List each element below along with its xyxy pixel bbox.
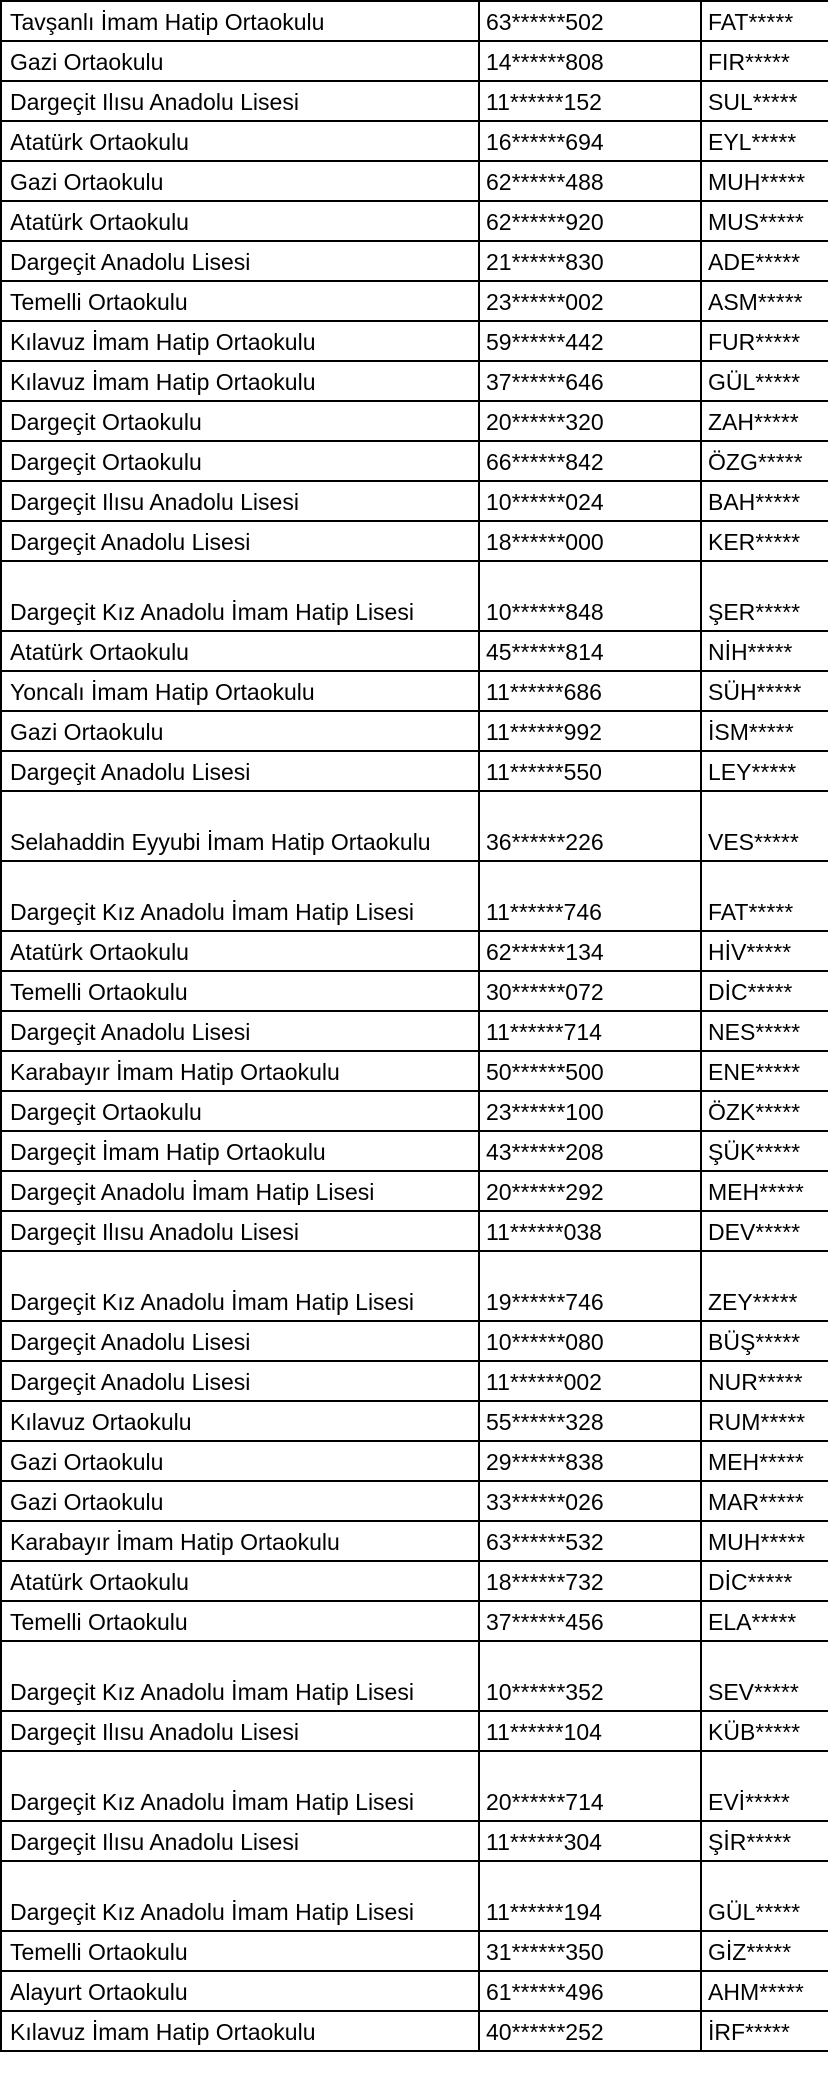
table-row <box>1 41 828 81</box>
school-cell: Dargeçit Ilısu Anadolu Lisesi <box>1 1211 479 1251</box>
name-cell: DİC***** <box>701 971 828 1011</box>
name-cell: FAT***** <box>701 1 828 41</box>
name-cell: ZEY***** <box>701 1251 828 1321</box>
school-cell: Dargeçit Anadolu İmam Hatip Lisesi <box>1 1171 479 1211</box>
id-number-cell: 11******714 <box>479 1011 701 1051</box>
name-cell: ÖZK***** <box>701 1091 828 1131</box>
table-row <box>1 121 828 161</box>
id-number-cell: 30******072 <box>479 971 701 1011</box>
table-row <box>1 1401 828 1441</box>
name-cell: MUH***** <box>701 161 828 201</box>
table-row <box>1 1971 828 2011</box>
school-cell: Dargeçit Ortaokulu <box>1 1091 479 1131</box>
table-row <box>1 521 828 561</box>
school-cell: Tavşanlı İmam Hatip Ortaokulu <box>1 1 479 41</box>
table-row <box>1 1521 828 1561</box>
table-row <box>1 281 828 321</box>
id-number-cell: 16******694 <box>479 121 701 161</box>
id-number-cell: 14******808 <box>479 41 701 81</box>
id-number-cell: 36******226 <box>479 791 701 861</box>
id-number-cell: 55******328 <box>479 1401 701 1441</box>
name-cell: DİC***** <box>701 1561 828 1601</box>
table-row <box>1 631 828 671</box>
id-number-cell: 11******104 <box>479 1711 701 1751</box>
school-cell: Dargeçit Kız Anadolu İmam Hatip Lisesi <box>1 1751 479 1821</box>
table-row <box>1 751 828 791</box>
name-cell: ŞÜK***** <box>701 1131 828 1171</box>
school-cell: Dargeçit Kız Anadolu İmam Hatip Lisesi <box>1 861 479 931</box>
name-cell: AHM***** <box>701 1971 828 2011</box>
name-cell: SUL***** <box>701 81 828 121</box>
name-cell: MAR***** <box>701 1481 828 1521</box>
school-cell: Kılavuz İmam Hatip Ortaokulu <box>1 361 479 401</box>
school-cell: Dargeçit Ortaokulu <box>1 401 479 441</box>
name-cell: KÜB***** <box>701 1711 828 1751</box>
table-row <box>1 711 828 751</box>
table-row <box>1 931 828 971</box>
id-number-cell: 11******550 <box>479 751 701 791</box>
name-cell: EVİ***** <box>701 1751 828 1821</box>
table-row <box>1 2011 828 2051</box>
name-cell: MEH***** <box>701 1441 828 1481</box>
table-row <box>1 1601 828 1641</box>
school-cell: Dargeçit Anadolu Lisesi <box>1 1011 479 1051</box>
table-row <box>1 321 828 361</box>
id-number-cell: 10******352 <box>479 1641 701 1711</box>
name-cell: MUS***** <box>701 201 828 241</box>
id-number-cell: 18******000 <box>479 521 701 561</box>
school-cell: Dargeçit Kız Anadolu İmam Hatip Lisesi <box>1 561 479 631</box>
id-number-cell: 20******714 <box>479 1751 701 1821</box>
id-number-cell: 63******532 <box>479 1521 701 1561</box>
table-row <box>1 671 828 711</box>
name-cell: VES***** <box>701 791 828 861</box>
table-row <box>1 1091 828 1131</box>
table-row <box>1 1251 828 1321</box>
table-row <box>1 1931 828 1971</box>
name-cell: LEY***** <box>701 751 828 791</box>
table-row <box>1 1321 828 1361</box>
id-number-cell: 11******194 <box>479 1861 701 1931</box>
table-row <box>1 1051 828 1091</box>
school-cell: Kılavuz İmam Hatip Ortaokulu <box>1 2011 479 2051</box>
id-number-cell: 20******320 <box>479 401 701 441</box>
name-cell: FAT***** <box>701 861 828 931</box>
id-number-cell: 20******292 <box>479 1171 701 1211</box>
table-row <box>1 1211 828 1251</box>
school-cell: Temelli Ortaokulu <box>1 1931 479 1971</box>
school-cell: Dargeçit Anadolu Lisesi <box>1 751 479 791</box>
school-cell: Atatürk Ortaokulu <box>1 1561 479 1601</box>
table-row <box>1 1751 828 1821</box>
name-cell: FUR***** <box>701 321 828 361</box>
id-number-cell: 62******134 <box>479 931 701 971</box>
school-cell: Selahaddin Eyyubi İmam Hatip Ortaokulu <box>1 791 479 861</box>
school-cell: Karabayır İmam Hatip Ortaokulu <box>1 1521 479 1561</box>
school-cell: Yoncalı İmam Hatip Ortaokulu <box>1 671 479 711</box>
school-cell: Gazi Ortaokulu <box>1 711 479 751</box>
id-number-cell: 23******002 <box>479 281 701 321</box>
id-number-cell: 62******488 <box>479 161 701 201</box>
name-cell: NES***** <box>701 1011 828 1051</box>
name-cell: ZAH***** <box>701 401 828 441</box>
table-row <box>1 441 828 481</box>
id-number-cell: 11******152 <box>479 81 701 121</box>
school-cell: Kılavuz Ortaokulu <box>1 1401 479 1441</box>
name-cell: ENE***** <box>701 1051 828 1091</box>
table-row <box>1 1171 828 1211</box>
id-number-cell: 31******350 <box>479 1931 701 1971</box>
name-cell: GİZ***** <box>701 1931 828 1971</box>
school-cell: Dargeçit Kız Anadolu İmam Hatip Lisesi <box>1 1861 479 1931</box>
school-cell: Temelli Ortaokulu <box>1 971 479 1011</box>
school-cell: Atatürk Ortaokulu <box>1 201 479 241</box>
table-row <box>1 81 828 121</box>
id-number-cell: 11******038 <box>479 1211 701 1251</box>
id-number-cell: 29******838 <box>479 1441 701 1481</box>
id-number-cell: 40******252 <box>479 2011 701 2051</box>
table-row <box>1 241 828 281</box>
name-cell: SEV***** <box>701 1641 828 1711</box>
table-body <box>1 1 828 2051</box>
table-row <box>1 1821 828 1861</box>
name-cell: ELA***** <box>701 1601 828 1641</box>
table-row <box>1 361 828 401</box>
table-row <box>1 1361 828 1401</box>
id-number-cell: 11******002 <box>479 1361 701 1401</box>
table-row <box>1 161 828 201</box>
id-number-cell: 23******100 <box>479 1091 701 1131</box>
school-cell: Dargeçit Kız Anadolu İmam Hatip Lisesi <box>1 1641 479 1711</box>
name-cell: EYL***** <box>701 121 828 161</box>
name-cell: NUR***** <box>701 1361 828 1401</box>
name-cell: DEV***** <box>701 1211 828 1251</box>
id-number-cell: 50******500 <box>479 1051 701 1091</box>
id-number-cell: 63******502 <box>479 1 701 41</box>
name-cell: NİH***** <box>701 631 828 671</box>
id-number-cell: 10******024 <box>479 481 701 521</box>
school-cell: Dargeçit Anadolu Lisesi <box>1 1321 479 1361</box>
name-cell: BÜŞ***** <box>701 1321 828 1361</box>
table-row <box>1 1481 828 1521</box>
name-cell: BAH***** <box>701 481 828 521</box>
id-number-cell: 61******496 <box>479 1971 701 2011</box>
table-row <box>1 1 828 41</box>
school-cell: Dargeçit Ilısu Anadolu Lisesi <box>1 1711 479 1751</box>
table-row <box>1 971 828 1011</box>
name-cell: İRF***** <box>701 2011 828 2051</box>
id-number-cell: 59******442 <box>479 321 701 361</box>
id-number-cell: 11******992 <box>479 711 701 751</box>
name-cell: ŞİR***** <box>701 1821 828 1861</box>
table-row <box>1 561 828 631</box>
id-number-cell: 11******746 <box>479 861 701 931</box>
table-row <box>1 791 828 861</box>
table-row <box>1 861 828 931</box>
name-cell: ASM***** <box>701 281 828 321</box>
id-number-cell: 45******814 <box>479 631 701 671</box>
school-cell: Gazi Ortaokulu <box>1 1481 479 1521</box>
name-cell: MUH***** <box>701 1521 828 1561</box>
id-number-cell: 10******080 <box>479 1321 701 1361</box>
name-cell: SÜH***** <box>701 671 828 711</box>
id-number-cell: 11******686 <box>479 671 701 711</box>
school-cell: Dargeçit Anadolu Lisesi <box>1 1361 479 1401</box>
id-number-cell: 21******830 <box>479 241 701 281</box>
school-cell: Temelli Ortaokulu <box>1 1601 479 1641</box>
id-number-cell: 37******456 <box>479 1601 701 1641</box>
name-cell: ÖZG***** <box>701 441 828 481</box>
school-cell: Temelli Ortaokulu <box>1 281 479 321</box>
school-cell: Kılavuz İmam Hatip Ortaokulu <box>1 321 479 361</box>
id-number-cell: 10******848 <box>479 561 701 631</box>
table-row <box>1 481 828 521</box>
school-cell: Atatürk Ortaokulu <box>1 121 479 161</box>
id-number-cell: 11******304 <box>479 1821 701 1861</box>
name-cell: MEH***** <box>701 1171 828 1211</box>
id-number-cell: 43******208 <box>479 1131 701 1171</box>
school-cell: Dargeçit Ilısu Anadolu Lisesi <box>1 81 479 121</box>
id-number-cell: 66******842 <box>479 441 701 481</box>
name-cell: İSM***** <box>701 711 828 751</box>
table-row <box>1 201 828 241</box>
id-number-cell: 33******026 <box>479 1481 701 1521</box>
table-row <box>1 1861 828 1931</box>
name-cell: FIR***** <box>701 41 828 81</box>
id-number-cell: 37******646 <box>479 361 701 401</box>
name-cell: RUM***** <box>701 1401 828 1441</box>
school-cell: Karabayır İmam Hatip Ortaokulu <box>1 1051 479 1091</box>
school-cell: Dargeçit Ilısu Anadolu Lisesi <box>1 1821 479 1861</box>
name-cell: GÜL***** <box>701 1861 828 1931</box>
school-cell: Dargeçit Ilısu Anadolu Lisesi <box>1 481 479 521</box>
table-row <box>1 1011 828 1051</box>
name-cell: HİV***** <box>701 931 828 971</box>
school-cell: Dargeçit Ortaokulu <box>1 441 479 481</box>
school-cell: Dargeçit İmam Hatip Ortaokulu <box>1 1131 479 1171</box>
school-cell: Gazi Ortaokulu <box>1 1441 479 1481</box>
name-cell: GÜL***** <box>701 361 828 401</box>
school-cell: Atatürk Ortaokulu <box>1 931 479 971</box>
id-number-cell: 19******746 <box>479 1251 701 1321</box>
school-cell: Dargeçit Anadolu Lisesi <box>1 241 479 281</box>
name-cell: ŞER***** <box>701 561 828 631</box>
id-number-cell: 18******732 <box>479 1561 701 1601</box>
table-row <box>1 1641 828 1711</box>
id-number-cell: 62******920 <box>479 201 701 241</box>
name-cell: KER***** <box>701 521 828 561</box>
table-row <box>1 1711 828 1751</box>
table-row <box>1 1561 828 1601</box>
school-cell: Dargeçit Anadolu Lisesi <box>1 521 479 561</box>
school-cell: Atatürk Ortaokulu <box>1 631 479 671</box>
school-cell: Dargeçit Kız Anadolu İmam Hatip Lisesi <box>1 1251 479 1321</box>
school-cell: Alayurt Ortaokulu <box>1 1971 479 2011</box>
school-cell: Gazi Ortaokulu <box>1 41 479 81</box>
table-row <box>1 401 828 441</box>
name-cell: ADE***** <box>701 241 828 281</box>
school-cell: Gazi Ortaokulu <box>1 161 479 201</box>
table-row <box>1 1441 828 1481</box>
table-row <box>1 1131 828 1171</box>
